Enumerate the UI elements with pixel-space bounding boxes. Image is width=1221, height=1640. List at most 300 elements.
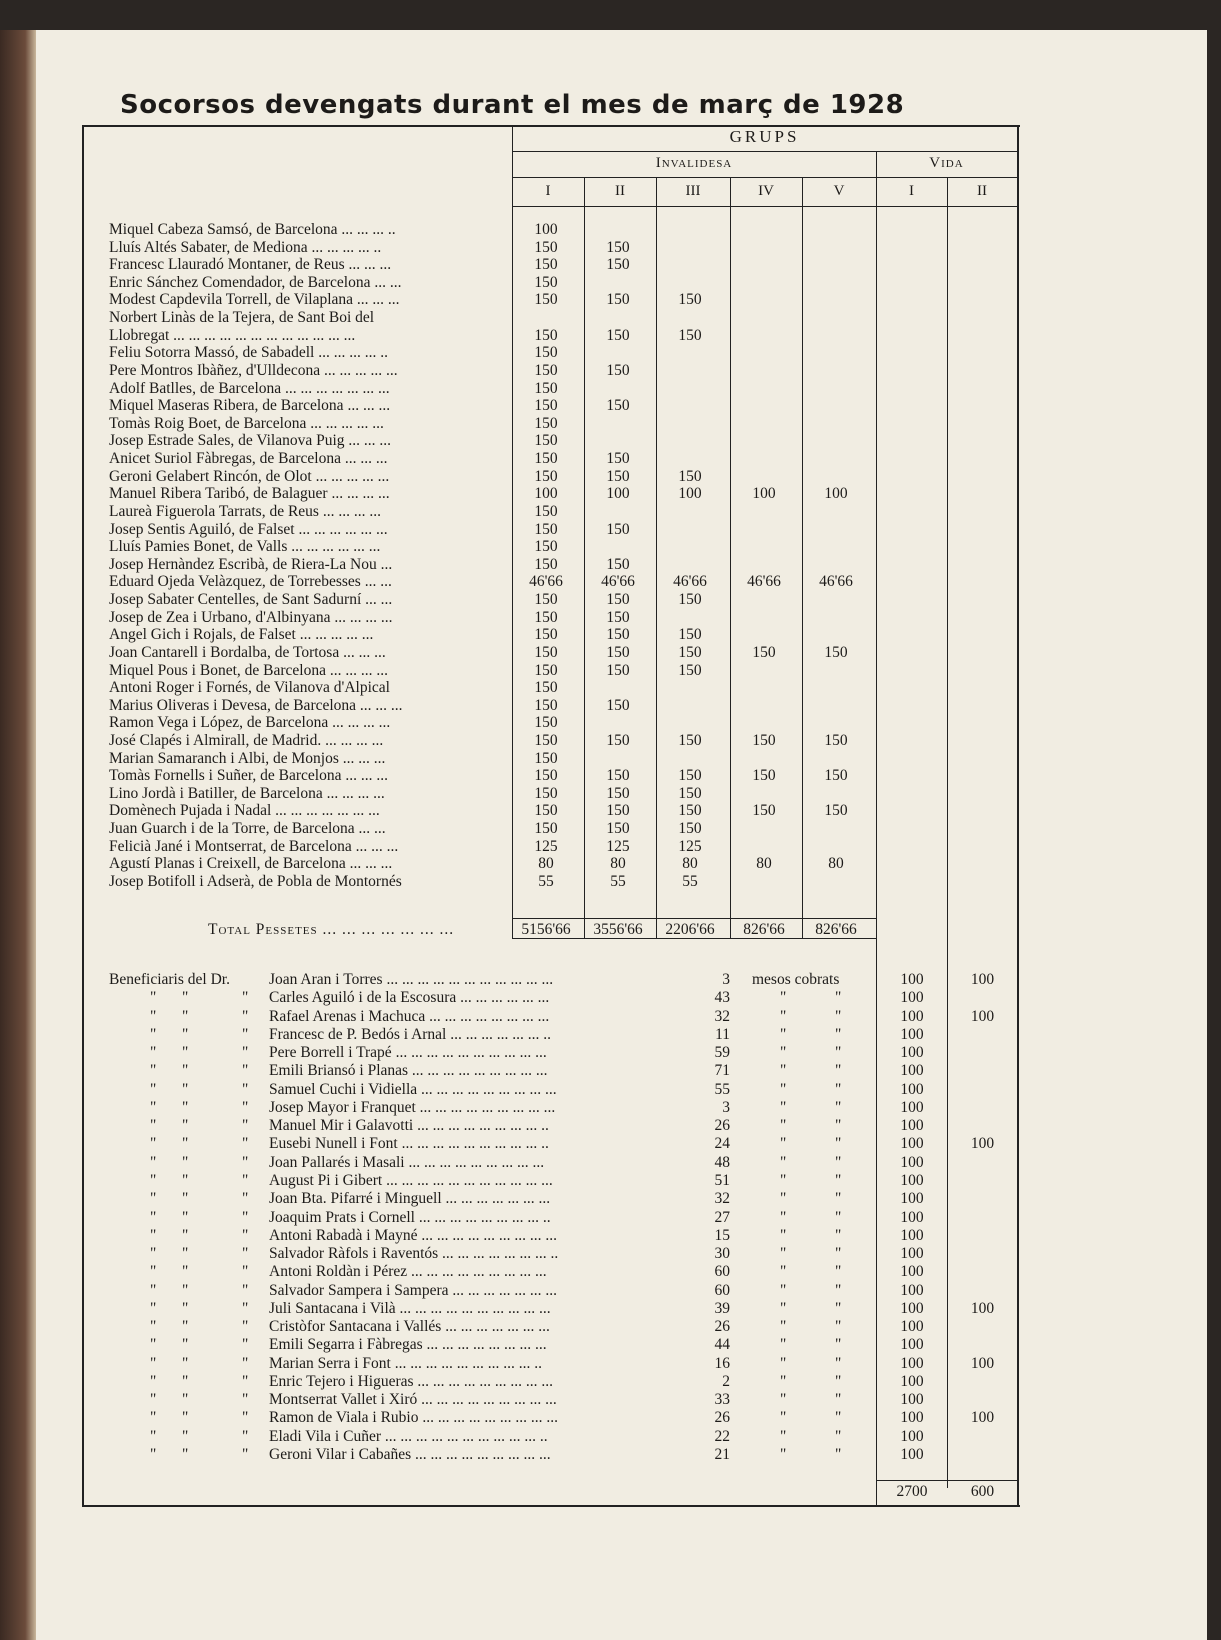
vida-i-value: 100 [900,1171,924,1189]
invalidesa-row-name: Joan Cantarell i Bordalba, de Tortosa ... ... ... [109,643,386,661]
invalidesa-row-value: 150 [606,326,630,344]
ditto-mark: " [150,1135,157,1153]
invalidesa-row-value: 46'66 [673,573,707,591]
ditto-mark: " [242,1025,249,1043]
ditto-mark: " [780,1117,787,1135]
vida-i-value: 100 [900,1080,924,1098]
ditto-mark: " [182,1171,189,1189]
table-bottom-rule [82,1505,1020,1507]
invalidesa-row-value: 100 [534,485,558,503]
invalidesa-row-value: 150 [534,696,558,714]
invalidesa-row-value: 150 [534,731,558,749]
ditto-mark: " [780,1226,787,1244]
ditto-mark: " [182,1391,189,1409]
invalidesa-row-value: 150 [606,731,630,749]
ditto-mark: " [242,1336,249,1354]
invalidesa-row-value: 150 [534,467,558,485]
vida-ii-total: 600 [970,1483,995,1500]
months-count: 24 [714,1135,730,1153]
invalidesa-row-value: 150 [534,273,558,291]
invalidesa-row-value: 150 [534,291,558,309]
months-count: 30 [714,1245,730,1263]
ditto-mark: " [150,1044,157,1062]
invalidesa-row-value: 150 [534,661,558,679]
invalidesa-row-value: 150 [752,643,776,661]
beneficiary-name: Manuel Mir i Galavotti ... ... ... ... ... ... ... ... .. [269,1117,549,1135]
invalidesa-row-value: 150 [534,238,558,256]
invalidesa-row-value: 150 [534,450,558,468]
invalidesa-row-name: Pere Montros Ibàñez, d'Ulldecona ... ... ... ... ... [109,361,398,379]
ditto-mark: " [780,1318,787,1336]
ditto-mark: " [182,1190,189,1208]
invalidesa-row-value: 150 [678,802,702,820]
ditto-mark: " [150,1153,157,1171]
col-header-4: IV [758,183,774,199]
ditto-mark: " [780,1153,787,1171]
right-border [1017,126,1019,1506]
vida-ii-value: 100 [970,971,995,988]
ditto-mark: " [150,1391,157,1409]
ditto-mark: " [780,1208,787,1226]
invalidesa-row-name: Agustí Planas i Creixell, de Barcelona ... ... ... [109,855,393,873]
ditto-mark: " [150,1007,157,1025]
invalidesa-underline [512,177,1017,178]
invalidesa-row-name: Angel Gich i Rojals, de Falset ... ... ... ... ... [109,626,374,644]
total-value: 5156'66 [521,921,571,938]
ditto-mark: " [182,1281,189,1299]
invalidesa-row-value: 100 [606,485,630,503]
ditto-mark: " [780,1281,787,1299]
ditto-mark: " [242,1391,249,1409]
beneficiary-name: Salvador Ràfols i Raventós ... ... ... ... ... ... ... .. [269,1245,559,1263]
invalidesa-row-value: 150 [678,820,702,838]
invalidesa-row-value: 150 [534,344,558,362]
ditto-mark: " [780,1372,787,1390]
invalidesa-row-value: 150 [534,679,558,697]
ditto-mark: " [780,1171,787,1189]
beneficiary-name: Enric Tejero i Higueras ... ... ... ... ... ... ... ... ... [269,1372,554,1390]
invalidesa-row-name: Josep Botifoll i Adserà, de Pobla de Montornés [109,872,402,890]
ditto-mark: " [182,1336,189,1354]
vida-i-value: 100 [900,1007,924,1025]
vida-i-value: 100 [900,989,924,1007]
ditto-mark: " [150,1427,157,1445]
invalidesa-row-value: 150 [534,414,558,432]
ditto-mark: " [780,1263,787,1281]
ditto-mark: " [242,1263,249,1281]
ditto-mark: " [835,1153,842,1171]
invalidesa-row-value: 150 [678,626,702,644]
beneficiary-name: Joaquim Prats i Cornell ... ... ... ... ... ... ... ... .. [269,1208,551,1226]
vida-i-value: 100 [900,1391,924,1409]
ditto-mark: " [182,1226,189,1244]
invalidesa-row-value: 150 [824,767,848,785]
beneficiary-name: Francesc de P. Bedós i Arnal ... ... ... ... ... ... .. [269,1025,551,1043]
ditto-mark: " [835,1117,842,1135]
months-count: 15 [714,1226,730,1244]
ditto-mark: " [242,1409,249,1427]
months-count: 16 [714,1354,730,1372]
ditto-mark: " [835,1372,842,1390]
months-count: 3 [722,1098,730,1116]
invalidesa-row-value: 46'66 [819,573,853,591]
vida-i-value: 100 [900,1354,924,1372]
invalidesa-row-name: Laureà Figuerola Tarrats, de Reus ... ... ... ... [109,502,381,520]
ditto-mark: " [182,1299,189,1317]
months-count: 22 [714,1427,730,1445]
ditto-mark: " [835,1391,842,1409]
ditto-mark: " [182,1427,189,1445]
invalidesa-row-value: 150 [534,608,558,626]
total-rule-top [512,918,877,919]
col-rule-3 [730,178,731,938]
beneficiary-name: Juli Santacana i Vilà ... ... ... ... ... ... ... ... ... ... [269,1299,551,1317]
ditto-mark: " [242,1098,249,1116]
ditto-mark: " [182,1117,189,1135]
ditto-mark: " [780,1336,787,1354]
ditto-mark: " [835,1226,842,1244]
ditto-mark: " [242,1318,249,1336]
months-label: mesos cobrats [752,971,840,988]
invalidesa-row-value: 100 [534,221,558,238]
ditto-mark: " [780,1391,787,1409]
beneficiary-name: Joan Pallarés i Masali ... ... ... ... ... ... ... ... ... [269,1153,545,1171]
vida-ii-value: 100 [970,1007,995,1025]
invalidesa-row-value: 150 [606,291,630,309]
ditto-mark: " [242,1044,249,1062]
ditto-mark: " [835,1171,842,1189]
ditto-mark: " [182,1446,189,1464]
ditto-mark: " [242,1062,249,1080]
ditto-mark: " [150,1080,157,1098]
invalidesa-row-value: 150 [606,450,630,468]
months-count: 33 [714,1391,730,1409]
ditto-mark: " [780,989,787,1007]
ditto-mark: " [835,1446,842,1464]
invalidesa-row-name: Miquel Pous i Bonet, de Barcelona ... ... ... ... [109,661,388,679]
col-header-6: I [909,183,914,199]
ditto-mark: " [835,1062,842,1080]
ditto-mark: " [150,1281,157,1299]
ditto-mark: " [780,1098,787,1116]
invalidesa-row-name: Josep Sabater Centelles, de Sant Sadurní ... ... [109,591,393,609]
ditto-mark: " [150,1409,157,1427]
ditto-mark: " [242,1080,249,1098]
vida-i-value: 100 [900,1372,924,1390]
invalidesa-row-value: 150 [606,555,630,573]
months-count: 2 [722,1372,730,1390]
months-count: 51 [714,1171,730,1189]
months-count: 43 [714,989,730,1007]
months-count: 60 [714,1281,730,1299]
vida-i-value: 100 [900,1025,924,1043]
invalidesa-row-value: 150 [534,502,558,520]
invalidesa-row-name: Francesc Llauradó Montaner, de Reus ... ... ... [109,256,392,274]
ditto-mark: " [835,1135,842,1153]
invalidesa-row-value: 55 [610,872,626,890]
ditto-mark: " [780,1007,787,1025]
invalidesa-row-value: 150 [678,643,702,661]
ditto-mark: " [835,1427,842,1445]
invalidesa-row-value: 55 [538,872,554,890]
invalidesa-row-name: Modest Capdevila Torrell, de Vilaplana ... ... ... [109,291,400,309]
invalidesa-row-name: Anicet Suriol Fàbregas, de Barcelona ... ... ... [109,450,388,468]
invalidesa-row-value: 150 [534,784,558,802]
col-header-1: I [545,183,551,199]
ditto-mark: " [150,1190,157,1208]
months-count: 26 [714,1409,730,1427]
ditto-mark: " [242,1299,249,1317]
ditto-mark: " [182,1098,189,1116]
invalidesa-header: Invalidesa [655,155,733,171]
ditto-mark: " [242,1245,249,1263]
invalidesa-row-value: 150 [534,361,558,379]
months-count: 11 [715,1025,730,1043]
months-count: 21 [714,1446,730,1464]
invalidesa-row-name: Josep Estrade Sales, de Vilanova Puig ... ... ... [109,432,392,450]
months-count: 39 [714,1299,730,1317]
ditto-mark: " [150,1117,157,1135]
invalidesa-row-value: 150 [678,467,702,485]
invalidesa-row-name: Lino Jordà i Batiller, de Barcelona ... ... ... ... [109,784,385,802]
beneficiary-name: Emili Segarra i Fàbregas ... ... ... ... ... ... ... ... [269,1336,547,1354]
vida-header: Vida [929,155,964,171]
invalidesa-row-value: 150 [678,326,702,344]
invalidesa-row-value: 150 [606,397,630,415]
ditto-mark: " [150,1226,157,1244]
invalidesa-row-name: Josep Sentis Aguiló, de Falset ... ... ... ... ... ... [109,520,388,538]
invalidesa-row-value: 150 [534,591,558,609]
grups-underline [512,151,1017,152]
months-count: 60 [714,1263,730,1281]
ditto-mark: " [182,1208,189,1226]
vida-i-value: 100 [900,1190,924,1208]
ditto-mark: " [242,1427,249,1445]
invalidesa-row-value: 150 [606,643,630,661]
invalidesa-row-value: 150 [534,520,558,538]
ditto-mark: " [150,1025,157,1043]
ditto-mark: " [182,1263,189,1281]
invalidesa-row-value: 150 [534,256,558,274]
ditto-mark: " [780,1245,787,1263]
invalidesa-row-value: 100 [824,485,848,503]
invalidesa-row-value: 125 [534,837,558,855]
invalidesa-row-value: 150 [534,802,558,820]
invalidesa-row-name: Geroni Gelabert Rincón, de Olot ... ... ... ... ... [109,467,390,485]
invalidesa-row-value: 150 [606,626,630,644]
invalidesa-row-value: 150 [678,731,702,749]
beneficiary-name: Joan Bta. Pifarré i Minguell ... ... ... ... ... ... ... [269,1190,551,1208]
ditto-mark: " [780,1409,787,1427]
beneficiary-name: Emili Briansó i Planas ... ... ... ... ... ... ... ... ... [269,1062,548,1080]
invalidesa-row-value: 80 [756,855,772,873]
ditto-mark: " [835,1245,842,1263]
vida-i-value: 100 [900,1098,924,1116]
ditto-mark: " [150,1245,157,1263]
invalidesa-row-value: 150 [534,538,558,556]
invalidesa-row-name: Miquel Cabeza Samsó, de Barcelona ... ... ... .. [109,221,396,238]
months-count: 55 [714,1080,730,1098]
beneficiary-name: Eladi Vila i Cuñer ... ... ... ... ... ... ... ... ... ... .. [269,1427,548,1445]
invalidesa-row-value: 150 [606,256,630,274]
invalidesa-row-value: 150 [534,379,558,397]
ditto-mark: " [182,1080,189,1098]
col-header-7: II [977,183,987,199]
vida-i-value: 100 [900,1299,924,1317]
vida-ii-value: 100 [970,1409,995,1427]
ditto-mark: " [150,1263,157,1281]
beneficiary-name: August Pi i Gibert ... ... ... ... ... ... ... ... ... ... ... [269,1171,553,1189]
invalidesa-row-value: 125 [606,837,630,855]
invalidesa-row-value: 150 [534,432,558,450]
ditto-mark: " [780,1190,787,1208]
vida-i-value: 100 [900,1427,924,1445]
months-count: 3 [722,971,730,988]
invalidesa-row-value: 125 [678,837,702,855]
invalidesa-row-value: 150 [534,767,558,785]
ditto-mark: " [835,1044,842,1062]
beneficiary-name: Samuel Cuchi i Vidiella ... ... ... ... ... ... ... ... ... [269,1080,557,1098]
invalidesa-row-name: Felicià Jané i Montserrat, de Barcelona ... ... ... [109,837,399,855]
invalidesa-row-value: 150 [606,767,630,785]
invalidesa-row-name: José Clapés i Almirall, de Madrid. ... ... ... ... [109,731,384,749]
total-value: 3556'66 [593,921,643,938]
beneficiary-name: Joan Aran i Torres ... ... ... ... ... ... ... ... ... ... ... [269,971,554,988]
ditto-mark: " [242,1117,249,1135]
vida-i-value: 100 [900,1226,924,1244]
book-spine [0,30,36,1640]
invalidesa-row-name: Josep de Zea i Urbano, d'Albinyana ... ... ... ... [109,608,393,626]
invalidesa-row-name: Josep Hernàndez Escribà, de Riera-La Nou ... [109,555,393,573]
ditto-mark: " [182,1409,189,1427]
ditto-mark: " [150,1336,157,1354]
vida-i-value: 100 [900,1263,924,1281]
invalidesa-row-value: 150 [534,326,558,344]
invalidesa-row-value: 46'66 [747,573,781,591]
months-count: 71 [714,1062,730,1080]
ditto-mark: " [780,1427,787,1445]
invalidesa-row-value: 150 [534,555,558,573]
vida-i-value: 100 [900,1153,924,1171]
invalidesa-row-value: 100 [678,485,702,503]
ditto-mark: " [182,1062,189,1080]
ditto-mark: " [780,1044,787,1062]
invalidesa-row-value: 150 [534,749,558,767]
ditto-mark: " [150,1171,157,1189]
invalidesa-row-value: 150 [606,784,630,802]
ditto-mark: " [835,1354,842,1372]
ditto-mark: " [242,1372,249,1390]
invalidesa-row-name: Norbert Linàs de la Tejera, de Sant Boi del [109,309,375,327]
ditto-mark: " [780,1135,787,1153]
vida-i-value: 100 [900,1409,924,1427]
invalidesa-row-value: 80 [538,855,554,873]
ditto-mark: " [780,1299,787,1317]
invalidesa-row-value: 150 [534,626,558,644]
beneficiary-name: Josep Mayor i Franquet ... ... ... ... ... ... ... ... ... [269,1098,556,1116]
beneficiary-name: Geroni Vilar i Cabañes ... ... ... ... ... ... ... ... ... [269,1446,551,1464]
ditto-mark: " [780,1025,787,1043]
invalidesa-row-name: Marian Samaranch i Albi, de Monjos ... ... ... [109,749,386,767]
months-count: 44 [714,1336,730,1354]
beneficiary-name: Pere Borrell i Trapé ... ... ... ... ... ... ... ... ... ... [269,1044,547,1062]
invalidesa-row-value: 150 [606,361,630,379]
ditto-mark: " [150,1098,157,1116]
invalidesa-row-name: Domènech Pujada i Nadal ... ... ... ... ... ... ... [109,802,380,820]
months-count: 26 [714,1117,730,1135]
beneficiaris-prefix: Beneficiaris del Dr. [109,971,230,988]
ditto-mark: " [835,1318,842,1336]
col-rule-vida [947,178,948,1488]
invalidesa-row-name: Adolf Batlles, de Barcelona ... ... ... ... ... ... ... [109,379,390,397]
total-value: 2206'66 [665,921,715,938]
months-count: 27 [714,1208,730,1226]
ditto-mark: " [780,1062,787,1080]
col-header-5: V [833,183,845,199]
invalidesa-row-value: 150 [534,397,558,415]
ditto-mark: " [150,1446,157,1464]
invalidesa-row-value: 80 [682,855,698,873]
invalidesa-row-value: 150 [606,696,630,714]
beneficiary-name: Eusebi Nunell i Font ... ... ... ... ... ... ... ... ... .. [269,1135,549,1153]
ditto-mark: " [242,1226,249,1244]
page-title: Socorsos devengats durant el mes de març de 1928 [120,90,905,120]
ditto-mark: " [150,1354,157,1372]
invalidesa-row-value: 150 [752,731,776,749]
invalidesa-row-value: 150 [534,820,558,838]
ditto-mark: " [182,1135,189,1153]
months-count: 48 [714,1153,730,1171]
invalidesa-row-name: Tomàs Fornells i Suñer, de Barcelona ... ... ... [109,767,388,785]
ditto-mark: " [242,1446,249,1464]
invalidesa-row-name: Lluís Pamies Bonet, de Valls ... ... ... ... ... ... [109,538,381,556]
invalidesa-row-name: Lluís Altés Sabater, de Mediona ... ... ... ... .. [109,238,382,256]
total-label: Total Pessetes ... ... ... ... ... ... ... [208,921,455,938]
beneficiary-name: Salvador Sampera i Sampera ... ... ... ... ... ... ... [269,1281,557,1299]
vida-i-value: 100 [900,1117,924,1135]
ditto-mark: " [835,1190,842,1208]
invalidesa-row-name: Llobregat ... ... ... ... ... ... ... ... ... ... ... ... [109,326,356,344]
invalidesa-row-value: 46'66 [529,573,563,591]
invalidesa-row-value: 150 [606,238,630,256]
ditto-mark: " [182,989,189,1007]
invalidesa-row-value: 150 [606,608,630,626]
vida-i-value: 100 [900,1208,924,1226]
invalidesa-row-value: 150 [678,767,702,785]
ditto-mark: " [835,1299,842,1317]
ditto-mark: " [835,1336,842,1354]
table-left-rule [82,126,84,1506]
invalidesa-row-name: Ramon Vega i López, de Barcelona ... ... ... ... [109,714,391,732]
vida-i-value: 100 [900,1281,924,1299]
ditto-mark: " [150,1062,157,1080]
beneficiary-name: Rafael Arenas i Machuca ... ... ... ... ... ... ... ... [269,1007,550,1025]
ditto-mark: " [780,1446,787,1464]
ditto-mark: " [835,1080,842,1098]
ditto-mark: " [182,1007,189,1025]
vida-ii-value: 100 [970,1354,995,1372]
ditto-mark: " [182,1318,189,1336]
invalidesa-row-value: 150 [606,520,630,538]
ditto-mark: " [182,1372,189,1390]
invalidesa-row-value: 150 [534,643,558,661]
ditto-mark: " [242,1007,249,1025]
invalidesa-row-value: 150 [606,820,630,838]
vida-ii-value: 100 [970,1135,995,1153]
vida-i-value: 100 [900,1062,924,1080]
vida-i-value: 100 [900,1044,924,1062]
ditto-mark: " [242,1354,249,1372]
